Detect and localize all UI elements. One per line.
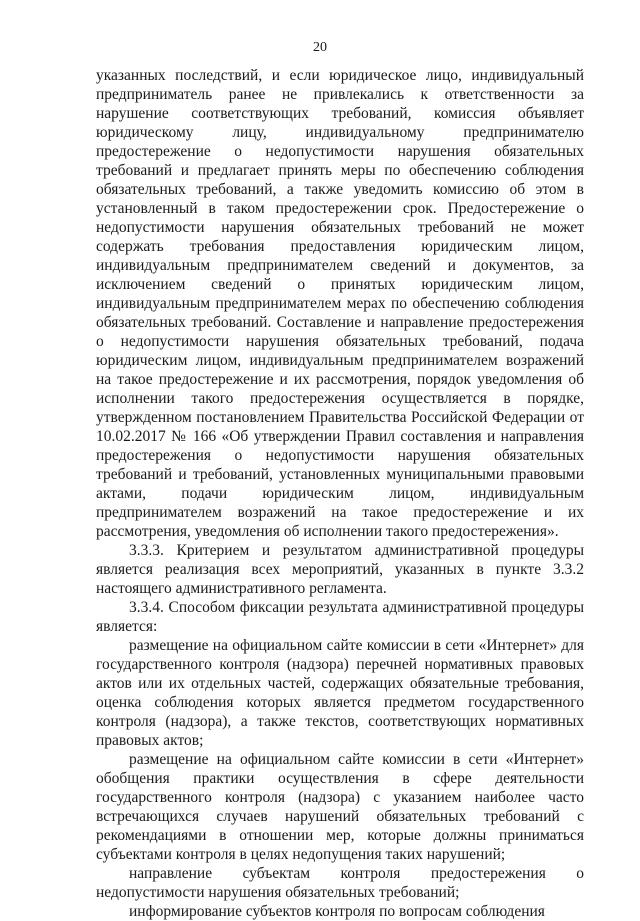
- list-item-obobshchenie: размещение на официальном сайте комиссии в сети «Интернет» обобщения практики осуществления в сфере деятельности государственного контроля (надзора) с указанием наиболее часто встречающихся случаев нарушений обязательных требований с рекомендациями в отношении мер, которые должны приниматься субъектами контроля в целях недопущения таких нарушений;: [96, 751, 584, 863]
- list-item-predosterezhenie: направление субъектам контроля предостережения о недопустимости нарушения обязательных требований;: [96, 865, 584, 901]
- paragraph-3-3-4: 3.3.4. Способом фиксации результата административной процедуры является:: [96, 599, 584, 635]
- body-text: [96, 66, 584, 921]
- paragraph-continuation: указанных последствий, и если юридическое лицо, индивидуальный предприниматель ранее не привлекались к ответственности за нарушение соответствующих требований, комиссия объявляет юридическому лицу, индивидуальному предпринимателю предостережение о недопустимости нарушения обязательных требований и предлагает принять меры по обеспечению соблюдения обязательных требований, а также уведомить комиссию об этом в установленный в таком предостережении срок. Предостережение о недопустимости нарушения обязательных требований не может содержать требования предоставления юридическим лицом, индивидуальным предпринимателем сведений и документов, за исключением сведений о принятых юридическим лицом, индивидуальным предпринимателем мерах по обеспечению соблюдения обязательных требований. Составление и направление предостережения о недопустимости нарушения обязательных требований, подача юридическим лицом, индивидуальным предпринимателем возражений на такое предостережение и их рассмотрения, порядок уведомления об исполнении такого предостережения осуществляется в порядке, утвержденном постановлением Правительства Российской Федерации от 10.02.2017 № 166 «Об утверждении Правил составления и направления предостережения о недопустимости нарушения обязательных требований и требований, установленных муниципальными правовыми актами, подачи юридическим лицом, индивидуальным предпринимателем возражений на такое предостережение и их рассмотрения, уведомления об исполнении такого предостережения».: [96, 67, 584, 540]
- paragraph-3-3-3: 3.3.3. Критерием и результатом административной процедуры является реализация всех мероприятий, указанных в пункте 3.3.2 настоящего административного регламента.: [96, 542, 584, 597]
- list-item-perechni: размещение на официальном сайте комиссии в сети «Интернет» для государственного контроля (надзора) перечней нормативных правовых актов или их отдельных частей, содержащих обязательные требования, оценка соблюдения которых является предметом государственного контроля (надзора), а также текстов, соответствующих нормативных правовых актов;: [96, 637, 584, 749]
- page-number: 20: [313, 40, 327, 55]
- list-item-informirovanie: информирование субъектов контроля по вопросам соблюдения: [129, 903, 545, 920]
